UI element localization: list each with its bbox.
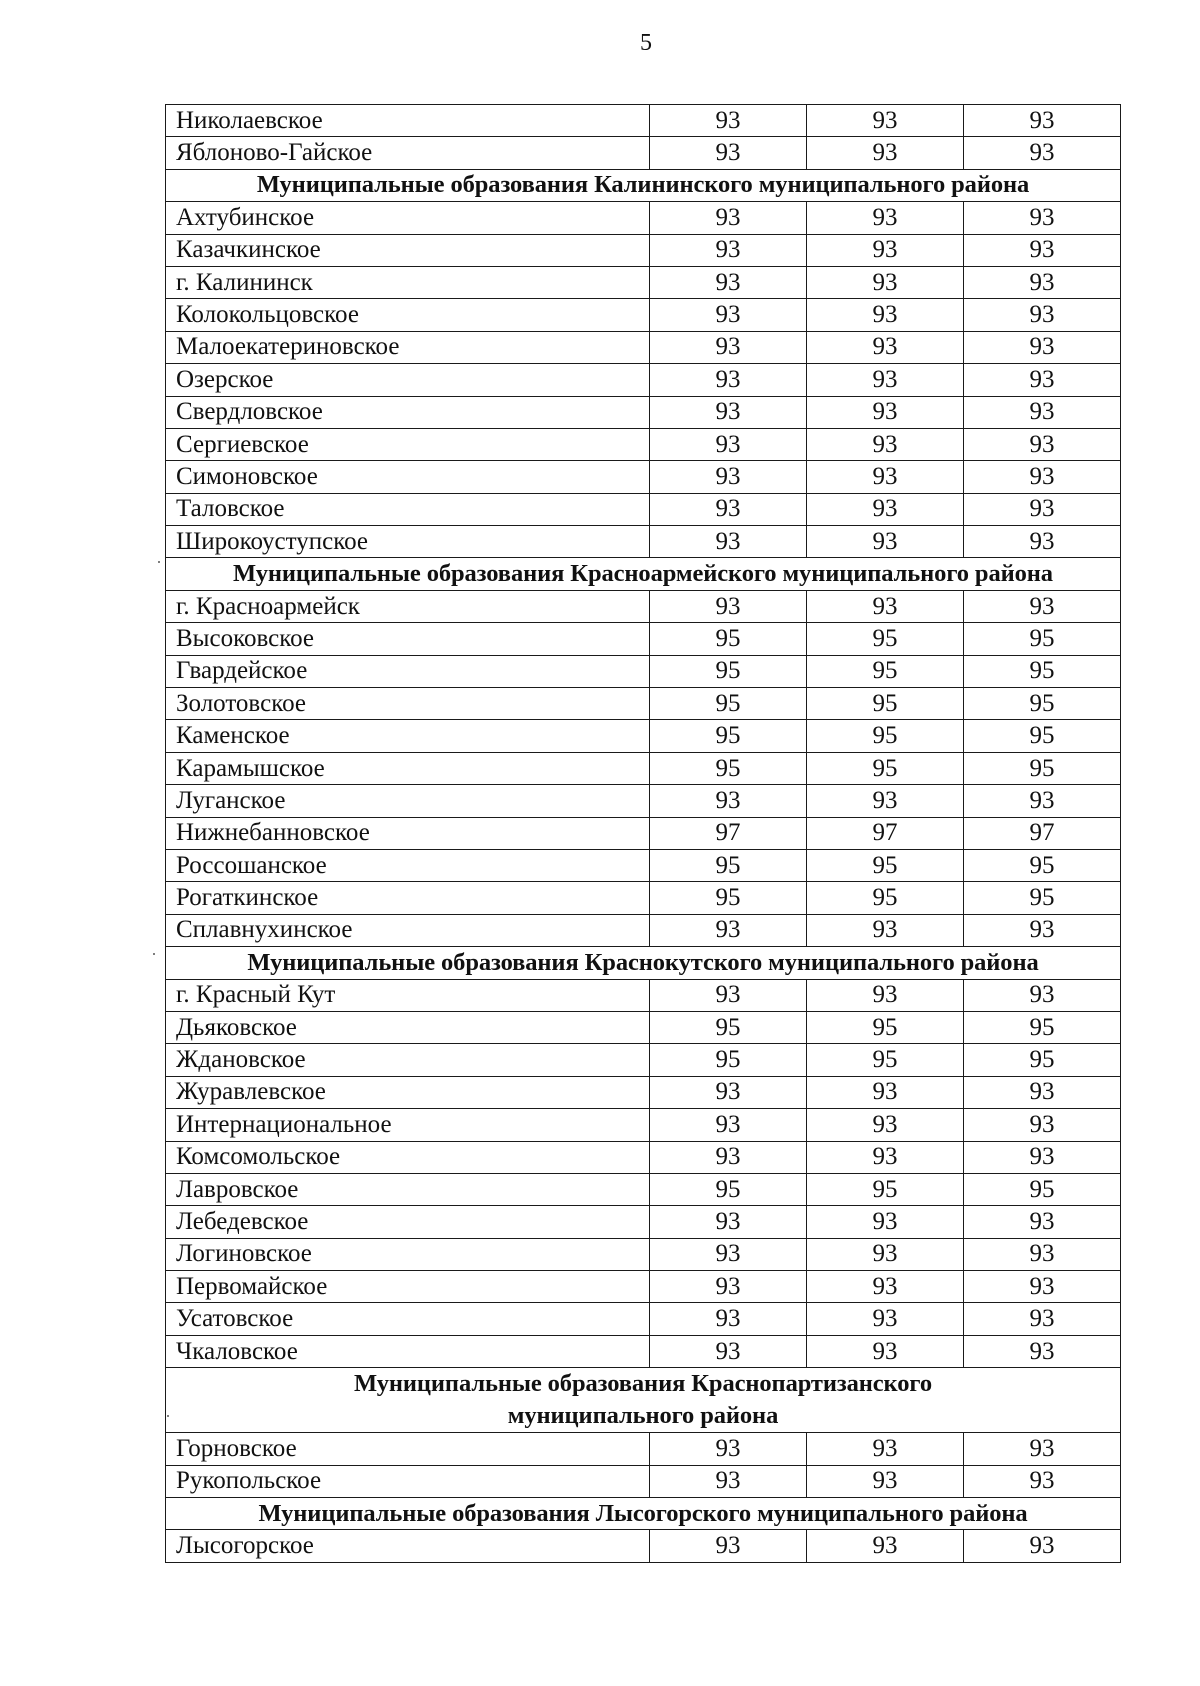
value-cell-3: 95 (964, 688, 1121, 720)
value-cell-3: 93 (964, 526, 1121, 558)
value-cell-2: 93 (807, 1141, 964, 1173)
table-body (166, 105, 1121, 1563)
value-cell-1: 95 (650, 688, 807, 720)
section-header-row (166, 558, 1121, 590)
table-row (166, 493, 1121, 525)
value-cell-1: 93 (650, 461, 807, 493)
table-row (166, 1206, 1121, 1238)
value-cell-1: 93 (650, 105, 807, 137)
municipality-name: Первомайское (166, 1271, 650, 1303)
municipality-name: Лебедевское (166, 1206, 650, 1238)
value-cell-2: 93 (807, 234, 964, 266)
value-cell-2: 93 (807, 299, 964, 331)
value-cell-3: 93 (964, 979, 1121, 1011)
table-row (166, 1433, 1121, 1465)
value-cell-1: 93 (650, 1076, 807, 1108)
value-cell-1: 93 (650, 1238, 807, 1270)
municipality-name: г. Красноармейск (166, 590, 650, 622)
value-cell-3: 93 (964, 1141, 1121, 1173)
value-cell-2: 93 (807, 1206, 964, 1238)
value-cell-2: 95 (807, 655, 964, 687)
table-row (166, 1011, 1121, 1043)
value-cell-2: 93 (807, 137, 964, 169)
value-cell-3: 93 (964, 1076, 1121, 1108)
value-cell-3: 93 (964, 234, 1121, 266)
value-cell-2: 93 (807, 1303, 964, 1335)
value-cell-2: 93 (807, 461, 964, 493)
municipality-name: Яблоново-Гайское (166, 137, 650, 169)
value-cell-2: 95 (807, 849, 964, 881)
municipality-name: Чкаловское (166, 1335, 650, 1367)
table-row (166, 914, 1121, 946)
value-cell-1: 93 (650, 979, 807, 1011)
municipality-name: Журавлевское (166, 1076, 650, 1108)
table-row (166, 849, 1121, 881)
value-cell-2: 93 (807, 364, 964, 396)
table-row (166, 331, 1121, 363)
municipality-name: Золотовское (166, 688, 650, 720)
section-title: Муниципальные образования Краснокутского муниципального района (166, 947, 1121, 979)
table-row (166, 1335, 1121, 1367)
table-row (166, 752, 1121, 784)
value-cell-1: 93 (650, 299, 807, 331)
value-cell-1: 93 (650, 1303, 807, 1335)
scan-speck (153, 953, 155, 955)
municipality-name: Свердловское (166, 396, 650, 428)
municipality-name: г. Красный Кут (166, 979, 650, 1011)
table-row (166, 1044, 1121, 1076)
value-cell-3: 95 (964, 849, 1121, 881)
municipality-name: Усатовское (166, 1303, 650, 1335)
value-cell-3: 93 (964, 1109, 1121, 1141)
value-cell-2: 95 (807, 720, 964, 752)
table-row (166, 1465, 1121, 1497)
table-row (166, 1238, 1121, 1270)
value-cell-3: 93 (964, 493, 1121, 525)
value-cell-1: 93 (650, 590, 807, 622)
value-cell-2: 93 (807, 331, 964, 363)
value-cell-3: 93 (964, 1433, 1121, 1465)
value-cell-2: 93 (807, 1076, 964, 1108)
value-cell-2: 93 (807, 785, 964, 817)
table-row (166, 396, 1121, 428)
value-cell-2: 93 (807, 1335, 964, 1367)
table-row (166, 461, 1121, 493)
value-cell-1: 93 (650, 1206, 807, 1238)
table-row (166, 1109, 1121, 1141)
table-row (166, 882, 1121, 914)
table-row (166, 1173, 1121, 1205)
table-row (166, 299, 1121, 331)
scan-speck (158, 561, 160, 563)
section-title (166, 1368, 1121, 1433)
value-cell-3: 93 (964, 396, 1121, 428)
municipality-name: Сплавнухинское (166, 914, 650, 946)
value-cell-3: 93 (964, 137, 1121, 169)
value-cell-3: 93 (964, 1238, 1121, 1270)
table-row (166, 137, 1121, 169)
table-row (166, 785, 1121, 817)
table-row (166, 1141, 1121, 1173)
value-cell-1: 93 (650, 428, 807, 460)
value-cell-2: 93 (807, 1433, 964, 1465)
value-cell-2: 95 (807, 752, 964, 784)
municipality-name: Широкоуступское (166, 526, 650, 558)
value-cell-1: 97 (650, 817, 807, 849)
table-row (166, 1271, 1121, 1303)
value-cell-3: 93 (964, 105, 1121, 137)
value-cell-3: 95 (964, 1011, 1121, 1043)
municipality-name: Ахтубинское (166, 202, 650, 234)
municipality-name: Интернациональное (166, 1109, 650, 1141)
value-cell-3: 93 (964, 202, 1121, 234)
municipality-name: Рукопольское (166, 1465, 650, 1497)
value-cell-1: 93 (650, 914, 807, 946)
value-cell-3: 95 (964, 752, 1121, 784)
value-cell-2: 95 (807, 1173, 964, 1205)
value-cell-1: 93 (650, 396, 807, 428)
table-row (166, 979, 1121, 1011)
municipality-name: Николаевское (166, 105, 650, 137)
section-title-line: муниципального района (507, 1402, 779, 1430)
municipality-name: Комсомольское (166, 1141, 650, 1173)
municipality-name: Рогаткинское (166, 882, 650, 914)
municipality-name: Карамышское (166, 752, 650, 784)
section-title: Муниципальные образования Лысогорского муниципального района (166, 1498, 1121, 1530)
value-cell-2: 95 (807, 882, 964, 914)
value-cell-2: 93 (807, 1109, 964, 1141)
value-cell-1: 93 (650, 234, 807, 266)
value-cell-3: 93 (964, 428, 1121, 460)
value-cell-3: 93 (964, 1530, 1121, 1562)
municipality-name: Лавровское (166, 1173, 650, 1205)
value-cell-3: 93 (964, 1303, 1121, 1335)
value-cell-1: 95 (650, 1011, 807, 1043)
municipality-name: Таловское (166, 493, 650, 525)
municipality-name: Луганское (166, 785, 650, 817)
table-row (166, 688, 1121, 720)
municipality-name: Высоковское (166, 623, 650, 655)
value-cell-1: 93 (650, 331, 807, 363)
value-cell-1: 93 (650, 1271, 807, 1303)
value-cell-3: 93 (964, 364, 1121, 396)
value-cell-3: 93 (964, 1206, 1121, 1238)
municipality-name: Каменское (166, 720, 650, 752)
municipality-name: Логиновское (166, 1238, 650, 1270)
value-cell-2: 95 (807, 623, 964, 655)
value-cell-1: 95 (650, 1044, 807, 1076)
value-cell-2: 97 (807, 817, 964, 849)
municipality-name: Сергиевское (166, 428, 650, 460)
value-cell-2: 93 (807, 105, 964, 137)
value-cell-2: 95 (807, 1011, 964, 1043)
municipality-name: Лысогорское (166, 1530, 650, 1562)
table-row (166, 1076, 1121, 1108)
value-cell-1: 93 (650, 266, 807, 298)
municipality-name: г. Калининск (166, 266, 650, 298)
scan-speck (167, 1415, 169, 1417)
value-cell-3: 93 (964, 1271, 1121, 1303)
value-cell-3: 93 (964, 590, 1121, 622)
value-cell-1: 93 (650, 137, 807, 169)
value-cell-2: 93 (807, 1465, 964, 1497)
municipality-name: Нижнебанновское (166, 817, 650, 849)
section-title-line: Муниципальные образования Краснопартизанского (354, 1370, 932, 1398)
table-row (166, 1303, 1121, 1335)
value-cell-3: 95 (964, 720, 1121, 752)
value-cell-1: 95 (650, 655, 807, 687)
value-cell-2: 93 (807, 590, 964, 622)
section-header-row (166, 947, 1121, 979)
value-cell-3: 93 (964, 461, 1121, 493)
municipality-name: Дьяковское (166, 1011, 650, 1043)
value-cell-3: 95 (964, 1173, 1121, 1205)
table-row (166, 428, 1121, 460)
table-row (166, 266, 1121, 298)
table-row (166, 1530, 1121, 1562)
value-cell-2: 93 (807, 202, 964, 234)
page-number: 5 (640, 30, 652, 56)
table-row (166, 590, 1121, 622)
municipality-name: Ждановское (166, 1044, 650, 1076)
value-cell-1: 93 (650, 1530, 807, 1562)
municipalities-table (165, 104, 1121, 1563)
value-cell-3: 97 (964, 817, 1121, 849)
municipality-name: Колокольцовское (166, 299, 650, 331)
value-cell-1: 95 (650, 752, 807, 784)
value-cell-1: 93 (650, 1141, 807, 1173)
value-cell-2: 93 (807, 1271, 964, 1303)
value-cell-2: 93 (807, 1530, 964, 1562)
value-cell-3: 93 (964, 785, 1121, 817)
value-cell-1: 93 (650, 785, 807, 817)
table-row (166, 720, 1121, 752)
section-header-row (166, 1368, 1121, 1433)
municipality-name: Горновское (166, 1433, 650, 1465)
value-cell-2: 93 (807, 914, 964, 946)
value-cell-1: 95 (650, 849, 807, 881)
value-cell-1: 93 (650, 1465, 807, 1497)
value-cell-1: 95 (650, 623, 807, 655)
value-cell-2: 93 (807, 396, 964, 428)
table-row (166, 655, 1121, 687)
value-cell-1: 95 (650, 882, 807, 914)
section-title: Муниципальные образования Красноармейского муниципального района (166, 558, 1121, 590)
value-cell-2: 93 (807, 979, 964, 1011)
value-cell-3: 93 (964, 914, 1121, 946)
section-header-row (166, 1498, 1121, 1530)
value-cell-1: 93 (650, 364, 807, 396)
value-cell-2: 93 (807, 266, 964, 298)
value-cell-3: 93 (964, 331, 1121, 363)
value-cell-1: 93 (650, 493, 807, 525)
value-cell-2: 95 (807, 688, 964, 720)
municipality-name: Симоновское (166, 461, 650, 493)
table-row (166, 364, 1121, 396)
section-title: Муниципальные образования Калининского муниципального района (166, 169, 1121, 201)
table-row (166, 817, 1121, 849)
value-cell-1: 95 (650, 720, 807, 752)
value-cell-1: 93 (650, 1109, 807, 1141)
table-row (166, 202, 1121, 234)
value-cell-2: 95 (807, 1044, 964, 1076)
value-cell-2: 93 (807, 428, 964, 460)
value-cell-3: 95 (964, 1044, 1121, 1076)
value-cell-2: 93 (807, 526, 964, 558)
value-cell-1: 93 (650, 202, 807, 234)
municipality-name: Озерское (166, 364, 650, 396)
value-cell-2: 93 (807, 493, 964, 525)
value-cell-1: 93 (650, 526, 807, 558)
municipality-name: Малоекатериновское (166, 331, 650, 363)
value-cell-1: 95 (650, 1173, 807, 1205)
section-header-row (166, 169, 1121, 201)
value-cell-1: 93 (650, 1335, 807, 1367)
table-row (166, 234, 1121, 266)
value-cell-1: 93 (650, 1433, 807, 1465)
value-cell-3: 93 (964, 1335, 1121, 1367)
value-cell-3: 93 (964, 299, 1121, 331)
municipalities-table-wrapper (165, 104, 1120, 1563)
value-cell-3: 95 (964, 655, 1121, 687)
municipality-name: Казачкинское (166, 234, 650, 266)
table-row (166, 105, 1121, 137)
value-cell-2: 93 (807, 1238, 964, 1270)
municipality-name: Гвардейское (166, 655, 650, 687)
value-cell-3: 93 (964, 1465, 1121, 1497)
value-cell-3: 95 (964, 882, 1121, 914)
table-row (166, 623, 1121, 655)
municipality-name: Россошанское (166, 849, 650, 881)
value-cell-3: 93 (964, 266, 1121, 298)
table-row (166, 526, 1121, 558)
value-cell-3: 95 (964, 623, 1121, 655)
